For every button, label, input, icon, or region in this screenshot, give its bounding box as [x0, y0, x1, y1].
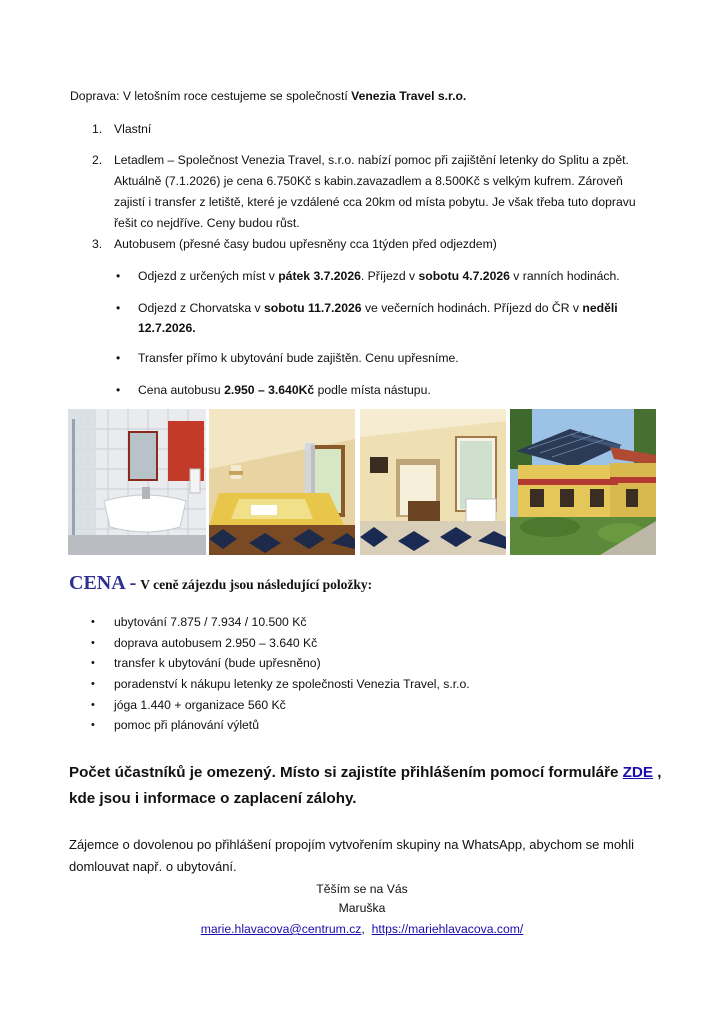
bullet-icon: • — [91, 616, 95, 628]
bathroom-photo — [68, 409, 206, 555]
bus-departure — [138, 266, 638, 286]
bus-b2-t1: Odjezd z Chorvatska v — [138, 301, 264, 315]
transport-item-2: Letadlem – Společnost Venezia Travel, s.r.o. nabízí pomoc při zajištění letenky do Splitu a zpět. Aktuálně (7.1.2026) je cena 6.750Kč s kabin.zavazadlem a 8.500Kč s velkým kufrem. Zároveň zajistí i transfer z letiště, které je vzdálené cca 20km od místa pobytu. Je však třeba tuto dopravu řešit co nejdříve. Ceny budou růst. — [114, 153, 636, 230]
bus-b2-b2: neděli 12.7.2026. — [138, 301, 618, 335]
room-photo — [360, 409, 506, 555]
price-item-text: ubytování 7.875 / 7.934 / 10.500 Kč — [114, 615, 307, 629]
intro-line — [70, 86, 466, 106]
bullet-icon: • — [91, 657, 95, 670]
bus-b1-t2: . Příjezd v — [360, 269, 419, 283]
bus-b4-t2: podle místa nástupu. — [314, 383, 431, 397]
intro-prefix: Doprava: V letošním roce cestujeme se společností — [70, 89, 352, 103]
bus-b4-t1: Cena autobusu — [138, 383, 225, 397]
bullet-icon: • — [116, 383, 121, 397]
contact-links — [0, 920, 724, 938]
signature-name: Maruška — [338, 901, 386, 915]
bus-b1-t1: Odjezd z určených míst v — [138, 269, 279, 283]
bus-return — [138, 298, 618, 338]
bullet-icon: • — [91, 678, 95, 691]
bus-price — [138, 380, 638, 400]
price-item-text: jóga 1.440 + organizace 560 Kč — [114, 697, 286, 712]
registration-form-link[interactable]: ZDE — [622, 764, 654, 781]
bullet-icon: • — [116, 351, 121, 365]
cena-subtitle: V ceně zájezdu jsou následující položky: — [140, 577, 373, 592]
bullet-icon: • — [116, 301, 121, 315]
bus-b1-t3: v ranních hodinách. — [509, 269, 620, 283]
price-item-text: poradenství k nákupu letenky ze společnosti Venezia Travel, s.r.o. — [114, 677, 470, 692]
bus-transfer: Transfer přímo k ubytování bude zajištěn. Cenu upřesníme. — [138, 351, 459, 365]
transport-num-2: 2. — [92, 153, 103, 167]
cena-title: CENA - — [69, 572, 137, 594]
house-exterior-photo — [510, 409, 656, 555]
contact-separator: , — [361, 922, 365, 936]
bus-b1-b2: sobotu 4.7.2026 — [418, 269, 510, 283]
bus-b2-b1: sobotu 11.7.2026 — [264, 301, 362, 315]
bullet-icon: • — [91, 719, 95, 732]
bullet-icon: • — [91, 698, 95, 711]
notice-text-2: , kde jsou i informace o zaplacení zálohy. — [69, 764, 662, 807]
photo-strip — [68, 409, 656, 555]
price-item-text: doprava autobusem 2.950 – 3.640 Kč — [114, 635, 318, 650]
whatsapp-paragraph: Zájemce o dovolenou po přihlášení propojím vytvořením skupiny na WhatsApp, abychom se mohli domlouvat např. o ubytování. — [69, 837, 635, 874]
bus-b4-b1: 2.950 – 3.640Kč — [224, 383, 315, 397]
email-link[interactable]: marie.hlavacova@centrum.cz — [200, 922, 362, 936]
transport-num-1: 1. — [92, 122, 103, 136]
bullet-icon: • — [116, 269, 121, 283]
bullet-icon: • — [91, 636, 95, 649]
cena-heading — [69, 572, 372, 595]
website-link[interactable]: https://mariehlavacova.com/ — [371, 922, 524, 936]
transport-item-3: Autobusem (přesné časy budou upřesněny cca 1týden před odjezdem) — [114, 237, 497, 251]
notice-text-1: Počet účastníků je omezený. Místo si zajistíte přihlášením pomocí formuláře — [69, 764, 623, 781]
bus-b1-b1: pátek 3.7.2026 — [278, 269, 361, 283]
intro-company: Venezia Travel s.r.o. — [351, 89, 467, 103]
transport-item-1: Vlastní — [114, 122, 152, 136]
price-item-text: transfer k ubytování (bude upřesněno) — [114, 656, 321, 671]
participants-notice — [69, 760, 669, 812]
price-item-text: pomoc při plánování výletů — [114, 718, 259, 733]
transport-num-3: 3. — [92, 237, 103, 251]
bus-b2-t2: ve večerních hodinách. Příjezd do ČR v — [361, 301, 583, 315]
bedroom-photo — [209, 409, 355, 555]
greeting: Těším se na Vás — [316, 882, 408, 896]
